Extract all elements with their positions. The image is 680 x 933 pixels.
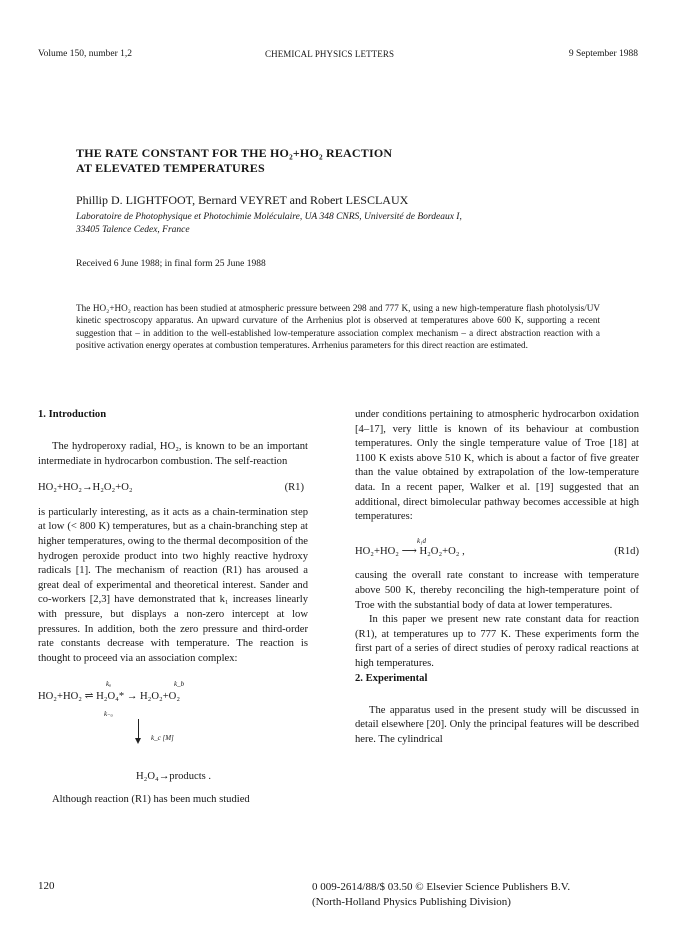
page-number: 120 bbox=[38, 880, 55, 892]
mech-rate-k-minus-a: k₋ₐ bbox=[104, 710, 113, 719]
section-heading-experimental: 2. Experimental bbox=[355, 672, 428, 684]
mech-rate-kb: k_b bbox=[174, 680, 185, 689]
equation-r1d-label: (R1d) bbox=[614, 545, 639, 557]
mech-rate-ka: kₐ bbox=[106, 680, 112, 689]
mech-down-arrowhead bbox=[135, 738, 141, 744]
affiliation bbox=[76, 211, 616, 236]
section-heading-introduction: 1. Introduction bbox=[38, 409, 107, 420]
journal-name: CHEMICAL PHYSICS LETTERS bbox=[265, 49, 395, 59]
publication-date: 9 September 1988 bbox=[568, 49, 638, 59]
running-header bbox=[38, 49, 638, 63]
left-column bbox=[38, 408, 308, 808]
right-column bbox=[355, 408, 639, 747]
title-line-2: AT ELEVATED TEMPERATURES bbox=[76, 161, 265, 175]
abstract: The HO₂+HO₂ reaction has been studied at atmospheric pressure between 298 and 777 K, using a new high-temperature flash photolysis/UV kinetic spectroscopy apparatus. An upward curvature of the Arrhenius plot is observed at temperatures above 600 K, supporting a recent suggestion that – in addition to the well-established low-temperature association complex mechanism – a direct abstraction reaction with a positive activation energy operates at combustion temperatures. Arrhenius parameters for this direct reaction are estimated. bbox=[76, 303, 600, 350]
right-paragraph-1: under conditions pertaining to atmospheric hydrocarbon oxidation [4–17], very little is known of its behaviour at combustion temperatures. Only the single temperature value of Troe [18] at 1100 K exists above 510 K, which is about a factor of five greater than the value obtained by extrapolation of the low-temperature data. In a recent paper, Walker et al. [19] suggested that an additional, direct bimolecular pathway becomes accessible at high temperatures: bbox=[355, 409, 639, 523]
association-mechanism bbox=[38, 676, 308, 768]
equation-r1d-body: HO₂+HO₂ ⟶ H₂O₂+O₂ , bbox=[355, 545, 465, 557]
received-dates: Received 6 June 1988; in final form 25 June 1988 bbox=[76, 259, 266, 269]
volume-info: Volume 150, number 1,2 bbox=[38, 49, 133, 59]
right-paragraph-2: causing the overall rate constant to increase with temperature above 500 K, thereby reconciling the high-temperature point of Troe with the substantial body of data at lower temperatures. bbox=[355, 570, 639, 611]
mech-rate-kc: k_c [M] bbox=[151, 734, 174, 743]
equation-r1-body: HO₂+HO₂→H₂O₂+O₂ bbox=[38, 482, 133, 494]
publisher-line-2: (North-Holland Physics Publishing Division) bbox=[312, 896, 511, 908]
mech-products: H₂O₄→products . bbox=[136, 771, 212, 783]
mech-main-row: HO₂+HO₂ ⇌ H₂O₄* → H₂O₂+O₂ bbox=[38, 691, 181, 703]
author-list: Phillip D. LIGHTFOOT, Bernard VEYRET and Robert LESCLAUX bbox=[76, 193, 409, 207]
right-paragraph-3: In this paper we present new rate constant data for reaction (R1), at temperatures up to 777 K. These experiments form the first part of a series of direct studies of peroxy radical reactions at high temperatures. bbox=[355, 614, 639, 669]
publisher-footer bbox=[312, 880, 570, 910]
equation-r1d bbox=[355, 545, 639, 560]
affiliation-line-2: 33405 Talence Cedex, France bbox=[76, 224, 190, 235]
affiliation-line-1: Laboratoire de Photophysique et Photochimie Moléculaire, UA 348 CNRS, Université de Bordeaux I, bbox=[76, 212, 462, 222]
publisher-line-1: 0 009-2614/88/$ 03.50 © Elsevier Science Publishers B.V. bbox=[312, 881, 571, 893]
paper-title bbox=[76, 146, 616, 176]
equation-r1 bbox=[38, 481, 308, 496]
title-line-1: THE RATE CONSTANT FOR THE HO₂+HO₂ REACTION bbox=[76, 146, 393, 160]
intro-paragraph-1: The hydroperoxy radial, HO₂, is known to be an important intermediate in hydrocarbon combustion. The self-reaction bbox=[38, 441, 308, 467]
equation-r1d-rate: k₁d bbox=[417, 536, 427, 545]
equation-r1-label: (R1) bbox=[284, 482, 304, 494]
intro-paragraph-3: Although reaction (R1) has been much studied bbox=[52, 793, 250, 805]
experimental-paragraph-1: The apparatus used in the present study will be discussed in detail elsewhere [20]. Only the principal features will be described here. The cylindrical bbox=[355, 704, 639, 745]
intro-paragraph-2: is particularly interesting, as it acts as a chain-termination step at low (< 800 K) temperatures, but as a chain-branching step at higher temperatures, owing to the thermal decomposition of the hydrogen peroxide product into two highly reactive hydroxy radicals [1]. The mechanism of reaction (R1) has aroused a great deal of experimental and theoretical interest. Sander and co-workers [2,3] have demonstrated that k₁ increases linearly with pressure, but displays a non-zero intercept at low pressures. In addition, both the zero pressure and third-order rate constants decrease with temperature. The reaction is thought to proceed via an association complex: bbox=[38, 506, 308, 664]
